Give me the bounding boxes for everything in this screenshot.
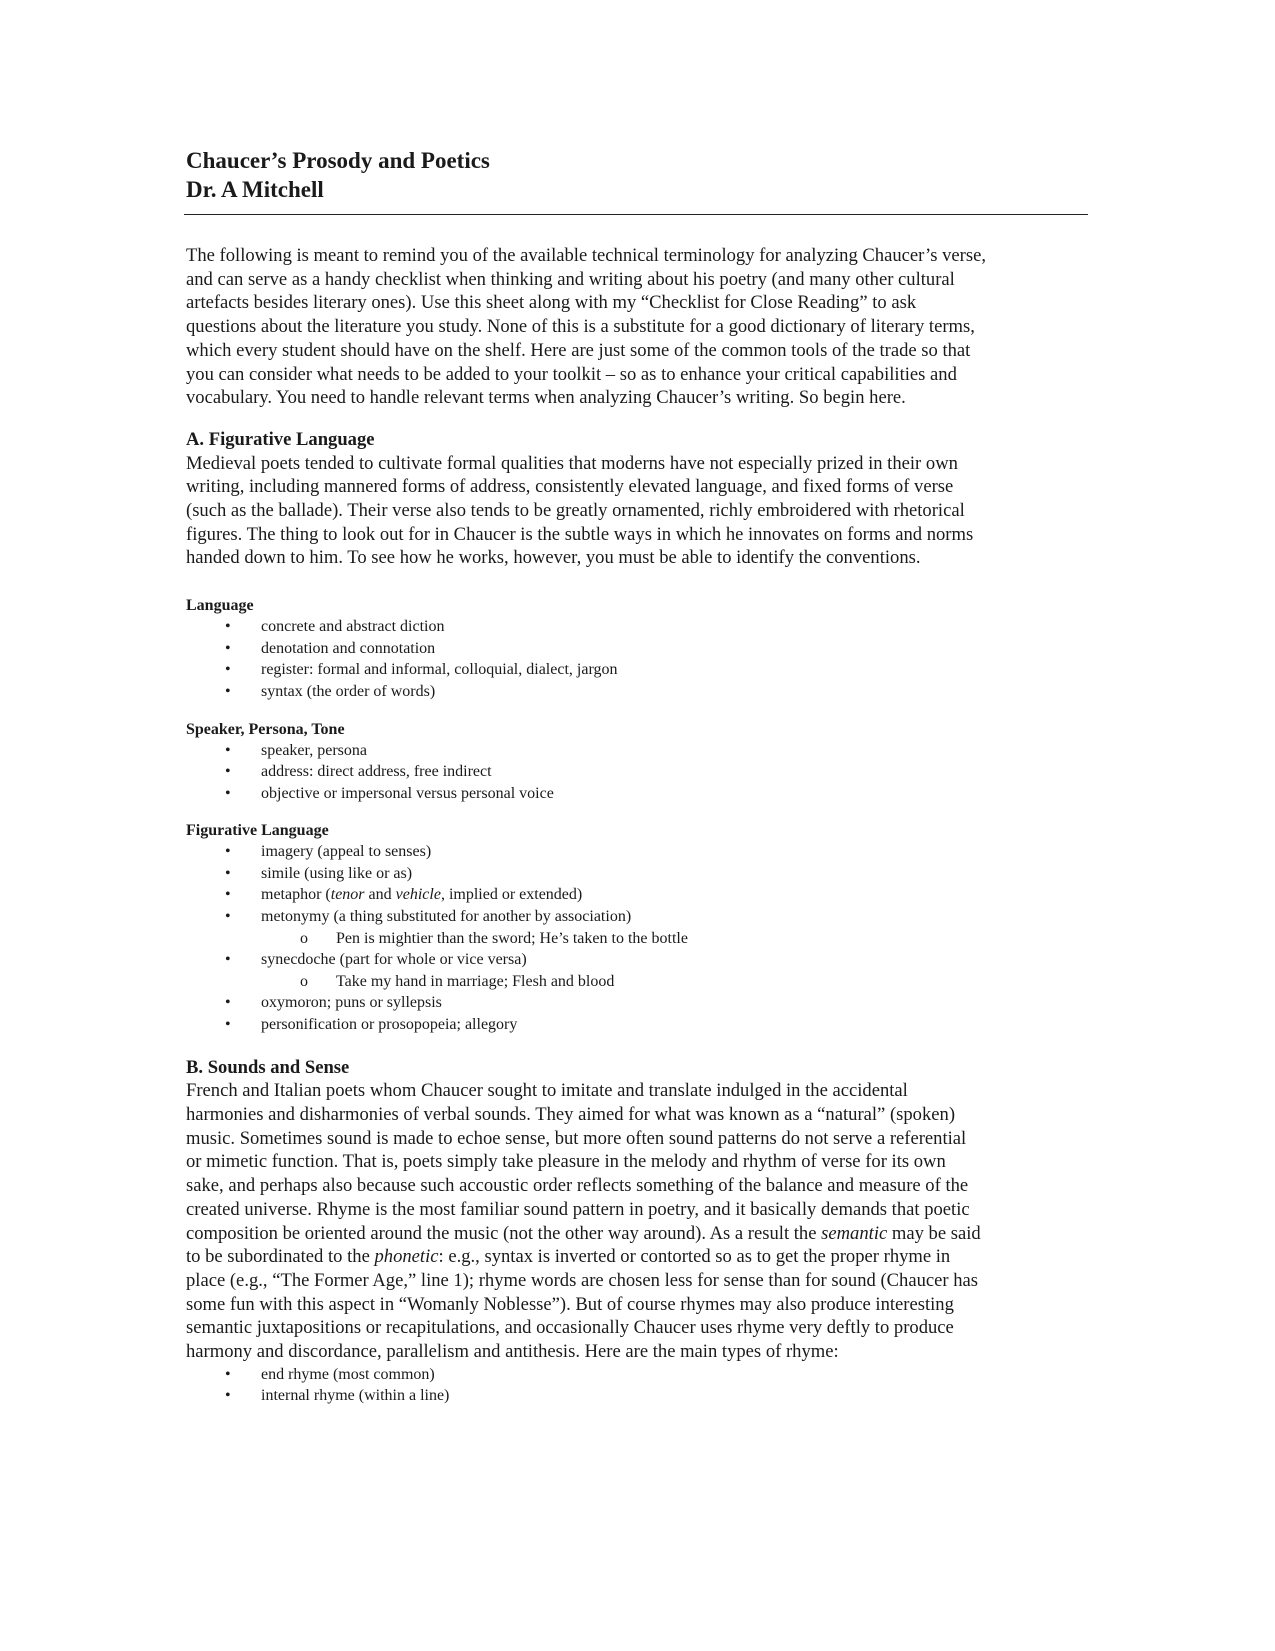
figurative-heading: Figurative Language: [186, 822, 329, 840]
intro-line: The following is meant to remind you of the available technical terminology for analyzing Chaucer’s verse,: [186, 245, 986, 266]
sub-list-item-text: Pen is mightier than the sword; He’s taken to the bottle: [336, 929, 688, 947]
section-a-paragraph: [186, 452, 1086, 571]
sub-list-item-text: Take my hand in marriage; Flesh and blood: [336, 972, 615, 990]
list-item-text: end rhyme (most common): [261, 1365, 435, 1383]
intro-line: which every student should have on the shelf. Here are just some of the common tools of the trade so that: [186, 339, 971, 361]
list-item-text: simile (using like or as): [261, 864, 413, 882]
list-item-text: oxymoron; puns or syllepsis: [261, 994, 442, 1012]
sub-list-item: [186, 928, 1086, 950]
list-item: [186, 992, 1086, 1014]
list-item-text: [261, 886, 582, 903]
intro-line: artefacts besides literary ones). Use this sheet along with my “Checklist for Close Reading” to ask: [186, 292, 917, 314]
bullet-icon: •: [225, 1365, 231, 1383]
bullet-icon: •: [225, 908, 231, 926]
section-b-line: semantic juxtapositions or recapitulations, and occasionally Chaucer uses rhyme very deftly to produce: [186, 1317, 954, 1339]
section-a-line: figures. The thing to look out for in Chaucer is the subtle ways in which he innovates on forms and norms: [186, 523, 974, 545]
figurative-list: [186, 841, 1086, 1035]
list-item: [186, 638, 1086, 660]
bullet-icon: •: [225, 618, 231, 636]
section-b-line: sake, and perhaps also because such accoustic order reflects something of the balance and measure of the: [186, 1175, 969, 1197]
list-item: [186, 863, 1086, 885]
title-line-1: Chaucer’s Prosody and Poetics: [186, 148, 490, 173]
list-item-text: register: formal and informal, colloquial, dialect, jargon: [261, 661, 618, 679]
section-b-line: harmony and discordance, parallelism and antithesis. Here are the main types of rhyme:: [186, 1341, 839, 1363]
metaphor-text: and: [364, 886, 396, 904]
list-item: [186, 906, 1086, 928]
list-item-text: personification or prosopopeia; allegory: [261, 1016, 518, 1034]
list-item-text: objective or impersonal versus personal voice: [261, 784, 554, 802]
section-b-line: place (e.g., “The Former Age,” line 1); rhyme words are chosen less for sense than for sound (Chaucer has: [186, 1269, 979, 1291]
section-b-text: : e.g., syntax is inverted or contorted so as to get the proper rhyme in: [438, 1246, 951, 1268]
bullet-icon: •: [225, 763, 231, 781]
title-line-2: Dr. A Mitchell: [186, 177, 324, 202]
section-b-line: created universe. Rhyme is the most familiar sound pattern in poetry, and it basically demands that poetic: [186, 1198, 970, 1220]
bullet-icon: •: [225, 994, 231, 1012]
intro-line: questions about the literature you study. None of this is a substitute for a good dictionary of literary terms,: [186, 316, 975, 338]
intro-paragraph: [186, 244, 1086, 410]
list-item: [186, 884, 1086, 906]
bullet-icon: •: [225, 886, 231, 904]
section-b-line: some fun with this aspect in “Womanly Noblesse”). But of course rhymes may also produce interesting: [186, 1293, 954, 1315]
section-b-text: may be said: [887, 1222, 981, 1244]
list-item-text: internal rhyme (within a line): [261, 1387, 450, 1405]
metaphor-vehicle-term: vehicle: [395, 886, 441, 904]
semantic-term: semantic: [821, 1222, 888, 1244]
circle-bullet-icon: o: [300, 929, 308, 947]
list-item: [186, 949, 1086, 971]
circle-bullet-icon: o: [300, 972, 308, 990]
list-item: [186, 783, 1086, 805]
bullet-icon: •: [225, 682, 231, 700]
bullet-icon: •: [225, 661, 231, 679]
list-item: [186, 1014, 1086, 1036]
list-item-text: synecdoche (part for whole or vice versa): [261, 951, 527, 969]
section-b-line: [186, 1246, 950, 1267]
section-b-line: music. Sometimes sound is made to echoe sense, but more often sound patterns do not serve a referential: [186, 1127, 967, 1149]
bullet-icon: •: [225, 864, 231, 882]
bullet-icon: •: [225, 951, 231, 969]
section-a-line: (such as the ballade). Their verse also tends to be greatly ornamented, richly embroidered with rhetorical: [186, 500, 965, 522]
section-b-line: or mimetic function. That is, poets simply take pleasure in the melody and rhythm of verse for its own: [186, 1151, 946, 1173]
section-b-text: composition be oriented around the music (not the other way around). As a result the: [186, 1222, 822, 1244]
section-b-line: harmonies and disharmonies of verbal sounds. They aimed for what was known as a “natural” (spoken): [186, 1104, 956, 1126]
bullet-icon: •: [225, 1387, 231, 1405]
list-item-text: denotation and connotation: [261, 639, 436, 657]
list-item-text: imagery (appeal to senses): [261, 843, 432, 861]
list-item-text: speaker, persona: [261, 741, 367, 759]
list-item-text: address: direct address, free indirect: [261, 763, 492, 781]
section-b-line: French and Italian poets whom Chaucer sought to imitate and translate indulged in the accidental: [186, 1080, 908, 1102]
bullet-icon: •: [225, 784, 231, 802]
intro-line: you can consider what needs to be added to your toolkit – so as to enhance your critical capabilities and: [186, 363, 957, 385]
intro-line: vocabulary. You need to handle relevant terms when analyzing Chaucer’s writing. So begin here.: [186, 387, 906, 409]
list-item: [186, 1385, 1086, 1407]
metaphor-text: metaphor (: [261, 886, 331, 904]
title-divider: [184, 214, 1088, 215]
list-item: [186, 1364, 1086, 1386]
speaker-heading: Speaker, Persona, Tone: [186, 720, 345, 738]
bullet-icon: •: [225, 639, 231, 657]
section-a-line: handed down to him. To see how he works, however, you must be able to identify the conventions.: [186, 547, 921, 569]
bullet-icon: •: [225, 741, 231, 759]
intro-line: and can serve as a handy checklist when thinking and writing about his poetry (and many other cultural: [186, 268, 955, 290]
list-item: [186, 841, 1086, 863]
list-item: [186, 616, 1086, 638]
language-heading: Language: [186, 597, 254, 615]
document-content: [186, 146, 1086, 1407]
list-item-text: syntax (the order of words): [261, 682, 436, 700]
section-b-text: to be subordinated to the: [186, 1246, 375, 1268]
bullet-icon: •: [225, 843, 231, 861]
section-a-line: writing, including mannered forms of address, consistently elevated language, and fixed forms of verse: [186, 476, 954, 498]
section-a-heading: A. Figurative Language: [186, 428, 375, 450]
list-item: [186, 740, 1086, 762]
metaphor-text: , implied or extended): [440, 886, 583, 904]
section-a-line: Medieval poets tended to cultivate formal qualities that moderns have not especially prized in their own: [186, 452, 958, 474]
section-b-line: [186, 1223, 981, 1244]
speaker-list: [186, 740, 1086, 805]
list-item-text: concrete and abstract diction: [261, 618, 445, 636]
sub-list-item: [186, 971, 1086, 993]
section-b-heading: B. Sounds and Sense: [186, 1056, 350, 1078]
phonetic-term: phonetic: [374, 1246, 439, 1268]
rhyme-types-list: [186, 1364, 1086, 1407]
document-title: [186, 146, 1086, 204]
list-item: [186, 681, 1086, 703]
section-b-paragraph: [186, 1079, 1086, 1363]
list-item-text: metonymy (a thing substituted for another by association): [261, 908, 632, 926]
metaphor-tenor-term: tenor: [330, 886, 365, 904]
list-item: [186, 659, 1086, 681]
bullet-icon: •: [225, 1016, 231, 1034]
list-item: [186, 761, 1086, 783]
language-list: [186, 616, 1086, 702]
